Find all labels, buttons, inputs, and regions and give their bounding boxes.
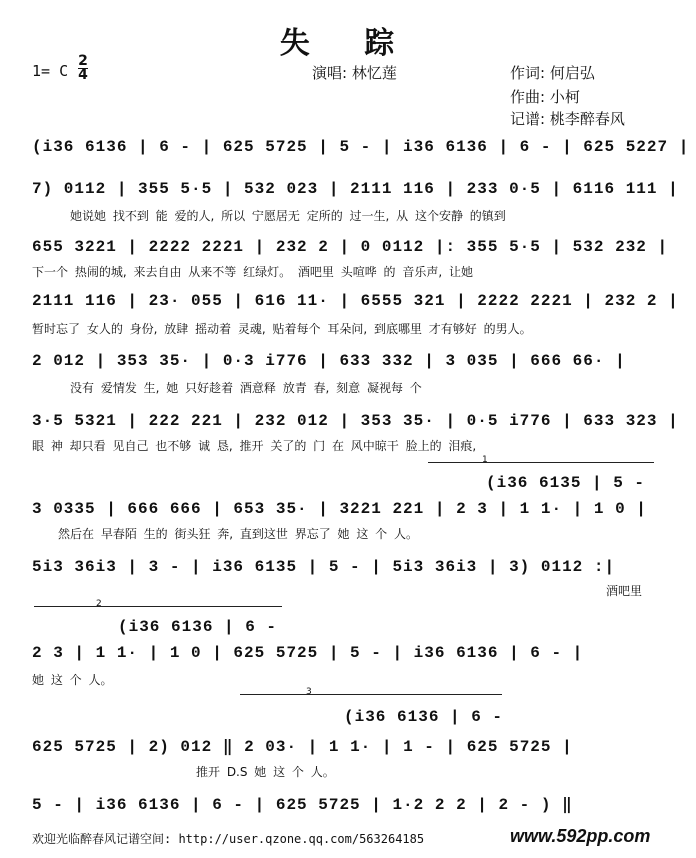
time-signature-top: 2 (78, 53, 88, 69)
lyrics-row-5: 没有 爱情发 生, 她 只好趁着 酒意释 放青 春, 刻意 凝视每 个 (70, 381, 422, 395)
key-signature: 1= C (32, 62, 69, 80)
song-title: 失 踪 (279, 26, 417, 61)
time-signature (78, 55, 88, 82)
volta-2-label: 2 (96, 599, 102, 609)
score-row-4: 2111 116 | 23· 055 | 616 11· | 6555 321 | 2222 2221 | 232 2 | (32, 292, 679, 310)
watermark-brand: www.592pp.com (510, 826, 651, 846)
volta-1-bracket (428, 462, 654, 463)
footer-text: 欢迎光临醉春风记谱空间: http://user.qzone.qq.com/563264185 (32, 832, 425, 846)
score-row-5: 2 012 | 353 35· | 0·3 i776 | 633 332 | 3 035 | 666 66· | (32, 352, 626, 370)
volta-3-bracket (240, 694, 502, 695)
lyrics-row-8-right: 酒吧里 (606, 584, 643, 598)
composer-credit: 作曲: 小柯 (510, 88, 580, 106)
score-row-6: 3·5 5321 | 222 221 | 232 012 | 353 35· | 0·5 i776 | 633 323 | (32, 412, 679, 430)
lyrics-row-6: 眼 神 却只看 见自己 也不够 诚 恳, 推开 关了的 门 在 风中晾干 脸上的 泪痕, (32, 439, 477, 453)
score-row-11: 5 - | i36 6136 | 6 - | 625 5725 | 1·2 2 2 | 2 - ) ‖ (32, 796, 573, 814)
volta-3-notes: (i36 6136 | 6 - (344, 708, 504, 726)
volta-1-label: 1 (482, 455, 488, 465)
lyrics-row-3: 下一个 热闹的城, 来去自由 从来不等 红绿灯。 酒吧里 头喧哗 的 音乐声, 让她 (32, 265, 473, 279)
score-row-1: (i36 6136 | 6 - | 625 5725 | 5 - | i36 6136 | 6 - | 625 5227 | (32, 138, 690, 156)
lyrics-row-9: 她 这 个 人。 (32, 673, 113, 687)
transcriber-credit: 记谱: 桃李醉春风 (510, 110, 625, 128)
lyrics-row-10: 推开 D.S 她 这 个 人。 (196, 765, 335, 779)
score-row-3: 655 3221 | 2222 2221 | 232 2 | 0 0112 |: 355 5·5 | 532 232 | (32, 238, 669, 256)
lyrics-row-7: 然后在 早春陌 生的 街头狂 奔, 直到这世 界忘了 她 这 个 人。 (58, 527, 418, 541)
score-row-8: 5i3 36i3 | 3 - | i36 6135 | 5 - | 5i3 36i3 | 3) 0112 :| (32, 558, 616, 576)
time-signature-bottom: 4 (78, 67, 88, 83)
volta-2-bracket (34, 606, 282, 607)
volta-1-notes: (i36 6135 | 5 - (486, 474, 646, 492)
lyricist-credit: 作词: 何启弘 (510, 64, 595, 82)
score-row-9: 2 3 | 1 1· | 1 0 | 625 5725 | 5 - | i36 6136 | 6 - | (32, 644, 584, 662)
lyrics-row-4: 暂时忘了 女人的 身份, 放肆 摇动着 灵魂, 贴着每个 耳朵问, 到底哪里 才有够好 的男人。 (32, 322, 532, 336)
lyrics-row-2: 她说她 找不到 能 爱的人, 所以 宁愿居无 定所的 过一生, 从 这个安静 的镇到 (70, 209, 506, 223)
volta-3-label: 3 (306, 687, 312, 697)
volta-2-notes: (i36 6136 | 6 - (118, 618, 278, 636)
score-row-2: 7) 0112 | 355 5·5 | 532 023 | 2111 116 | 233 0·5 | 6116 111 | (32, 180, 679, 198)
singer-credit: 演唱: 林忆莲 (312, 64, 397, 82)
score-row-10: 625 5725 | 2) 012 ‖ 2 03· | 1 1· | 1 - | 625 5725 | (32, 738, 573, 756)
score-row-7: 3 0335 | 666 666 | 653 35· | 3221 221 | 2 3 | 1 1· | 1 0 | (32, 500, 647, 518)
